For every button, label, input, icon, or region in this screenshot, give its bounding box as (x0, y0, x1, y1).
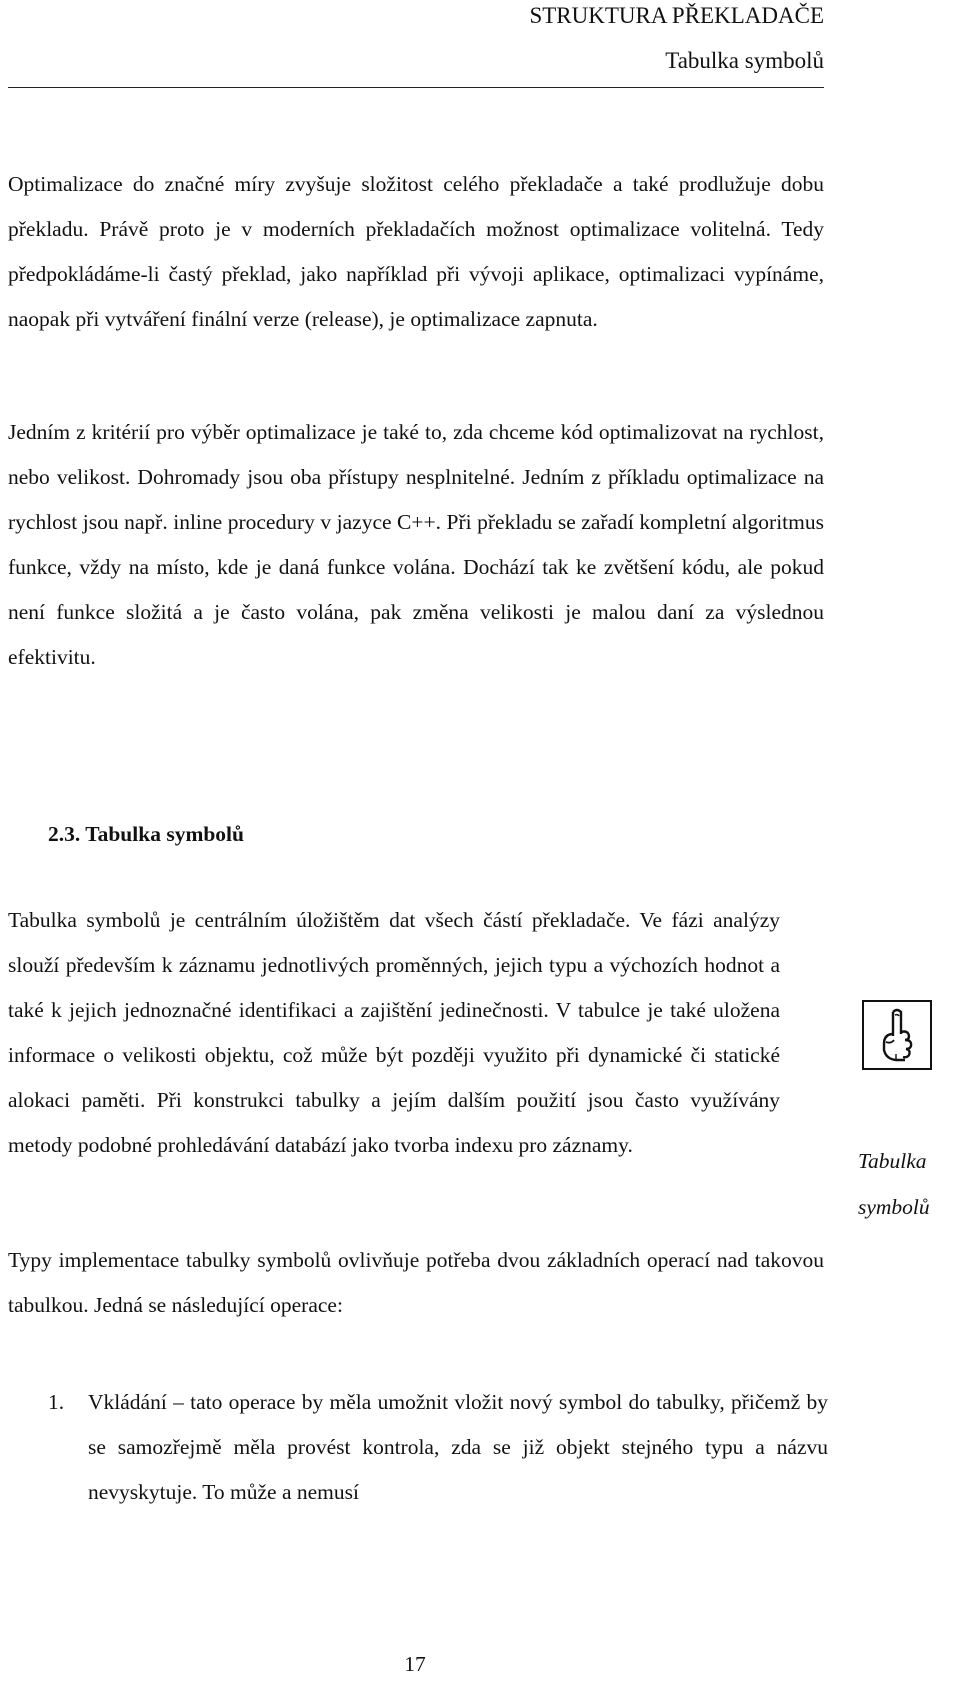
list-item-text: Vkládání – tato operace by měla umožnit vložit nový symbol do tabulky, přičemž by se samozřejmě měla provést kontrola, zda se již objekt stejného typu a názvu nevyskytuje. To může a nemusí (88, 1390, 828, 1504)
margin-note-label: Tabulka symbolů (858, 1149, 930, 1219)
paragraph-symbol-table: Tabulka symbolů je centrálním úložištěm dat všech částí překladače. Ve fázi analýzy slouží především k záznamu jednotlivých proměnných, jejich typu a výchozích hodnot a také k jejich jednoznačné identifikaci a zajištění jedinečnosti. V tabulce je také uložena informace o velikosti objektu, což může být později využito při dynamické či statické alokaci paměti. Při konstrukci tabulky a jejím dalším použití jsou často využívány metody podobné prohledávání databází jako tvorba indexu pro záznamy. (8, 908, 780, 1157)
header-divider (8, 87, 824, 88)
pointing-hand-icon (862, 1000, 932, 1070)
paragraph-optimization-criteria: Jedním z kritérií pro výběr optimalizace je také to, zda chceme kód optimalizovat na rychlost, nebo velikost. Dohromady jsou oba přístupy nesplnitelné. Jedním z příkladu optimalizace na rychlost jsou např. inline procedury v jazyce C++. Při překladu se zařadí kompletní algoritmus funkce, vždy na místo, kde je daná funkce volána. Dochází tak ke zvětšení kódu, ale pokud není funkce složitá a je často volána, pak změna velikosti je malou daní za výslednou efektivitu. (8, 420, 824, 669)
header-chapter: STRUKTURA PŘEKLADAČE (529, 3, 824, 28)
list-item-number: 1. (48, 1390, 65, 1414)
header-section: Tabulka symbolů (665, 48, 824, 73)
paragraph-optimization-cost: Optimalizace do značné míry zvyšuje složitost celého překladače a také prodlužuje dobu překladu. Právě proto je v moderních překladačích možnost optimalizace volitelná. Tedy předpokládáme-li častý překlad, jako například při vývoji aplikace, optimalizaci vypínáme, naopak při vytváření finální verze (release), je optimalizace zapnuta. (8, 172, 824, 331)
section-heading: 2.3. Tabulka symbolů (48, 822, 244, 846)
paragraph-operations-intro: Typy implementace tabulky symbolů ovlivňuje potřeba dvou základních operací nad takovou tabulkou. Jedná se následující operace: (8, 1248, 824, 1317)
page-number: 17 (404, 1652, 426, 1676)
